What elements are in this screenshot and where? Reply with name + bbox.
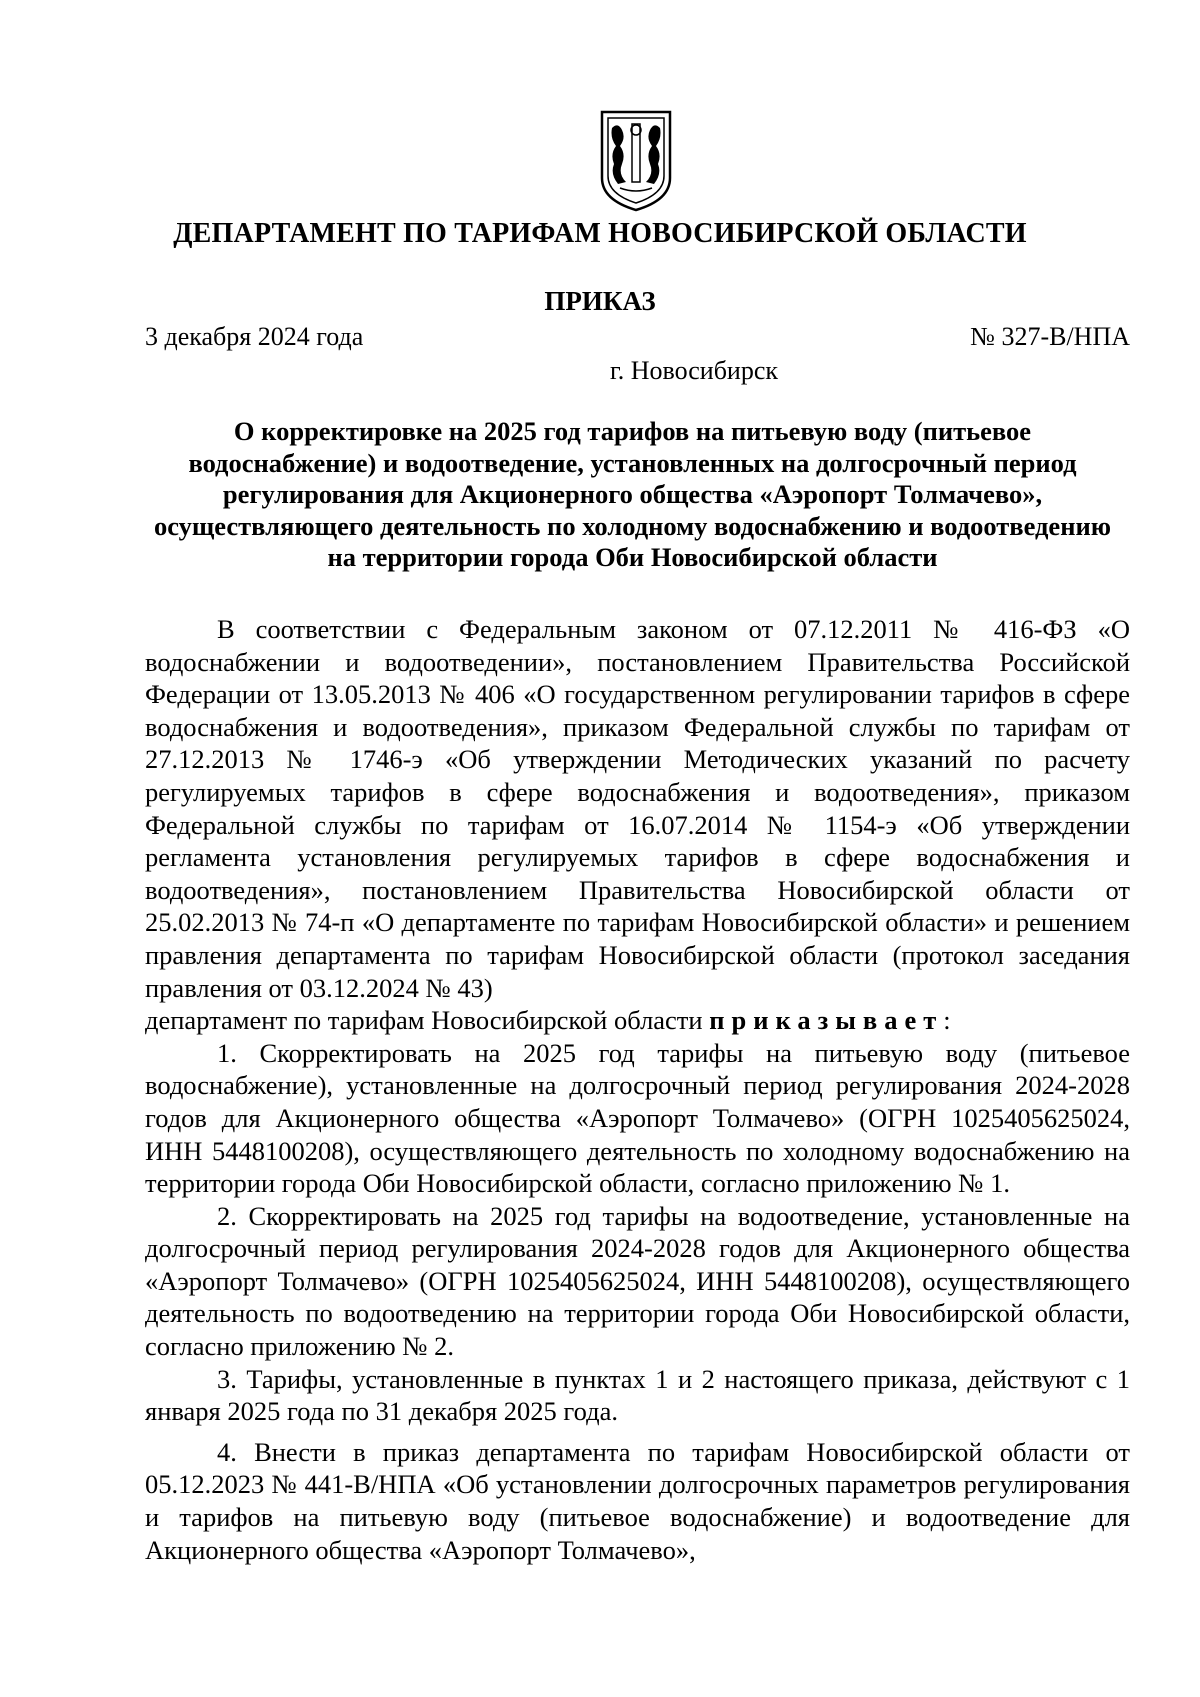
order-subject: О корректировке на 2025 год тарифов на питьевую воду (питьевое водоснабжение) и водоотведение, установленных на долгосрочный период регулирования для Акционерного общества «Аэропорт Толмачево», осуществляющего деятельность по холодному водоснабжению и водоотведению на территории города Оби Новосибирской области bbox=[154, 416, 1111, 573]
department-name: ДЕПАРТАМЕНТ ПО ТАРИФАМ НОВОСИБИРСКОЙ ОБЛАСТИ bbox=[173, 218, 1027, 249]
preamble-paragraph: В соответствии с Федеральным законом от 07.12.2011 № 416-ФЗ «О водоснабжении и водоотведении», постановлением Правительства Российской Федерации от 13.05.2013 № 406 «О государственном регулировании тарифов в сфере водоснабжения и водоотведения», приказом Федеральной службы по тарифам от 27.12.2013 № 1746-э «Об утверждении Методических указаний по расчету регулируемых тарифов в сфере водоснабжения и водоотведения», приказом Федеральной службы по тарифам от 16.07.2014 № 1154-э «Об утверждении регламента установления регулируемых тарифов в сфере водоснабжения и водоотведения», постановлением Правительства Новосибирской области от 25.02.2013 № 74-п «О департаменте по тарифам Новосибирской области» и решением правления департамента по тарифам Новосибирской области (протокол заседания правления от 03.12.2024 № 43) bbox=[145, 614, 1130, 1003]
decree-line bbox=[145, 1004, 1130, 1037]
order-number: № 327-В/НПА bbox=[970, 322, 1130, 351]
order-city: г. Новосибирск bbox=[609, 356, 779, 385]
item-1-paragraph: 1. Скорректировать на 2025 год тарифы на питьевую воду (питьевое водоснабжение), установленные на долгосрочный период регулирования 2024-2028 годов для Акционерного общества «Аэропорт Толмачево» (ОГРН 1025405625024, ИНН 5448100208), осуществляющего деятельность по холодному водоснабжению на территории города Оби Новосибирской области, согласно приложению № 1. bbox=[145, 1037, 1130, 1199]
item-3-paragraph: 3. Тарифы, установленные в пунктах 1 и 2 настоящего приказа, действуют с 1 января 2025 года по 31 декабря 2025 года. bbox=[145, 1363, 1130, 1427]
decree-lead-text: департамент по тарифам Новосибирской области bbox=[145, 1005, 710, 1036]
decree-word: приказывает bbox=[709, 1005, 944, 1036]
document-type-title: ПРИКАЗ bbox=[544, 286, 656, 316]
decree-colon: : bbox=[943, 1005, 951, 1036]
order-body bbox=[145, 613, 1130, 1566]
item-4-paragraph: 4. Внести в приказ департамента по тарифам Новосибирской области от 05.12.2023 № 441-В/НПА «Об установлении долгосрочных параметров регулирования и тарифов на питьевую воду (питьевое водоснабжение) и водоотведение для Акционерного общества «Аэропорт Толмачево», bbox=[145, 1436, 1130, 1565]
item-2-paragraph: 2. Скорректировать на 2025 год тарифы на водоотведение, установленные на долгосрочный период регулирования 2024-2028 годов для Акционерного общества «Аэропорт Толмачево» (ОГРН 1025405625024, ИНН 5448100208), осуществляющего деятельность по водоотведению на территории города Оби Новосибирской области, согласно приложению № 2. bbox=[145, 1200, 1130, 1362]
coat-of-arms-icon bbox=[596, 108, 676, 214]
order-date: 3 декабря 2024 года bbox=[145, 322, 364, 351]
